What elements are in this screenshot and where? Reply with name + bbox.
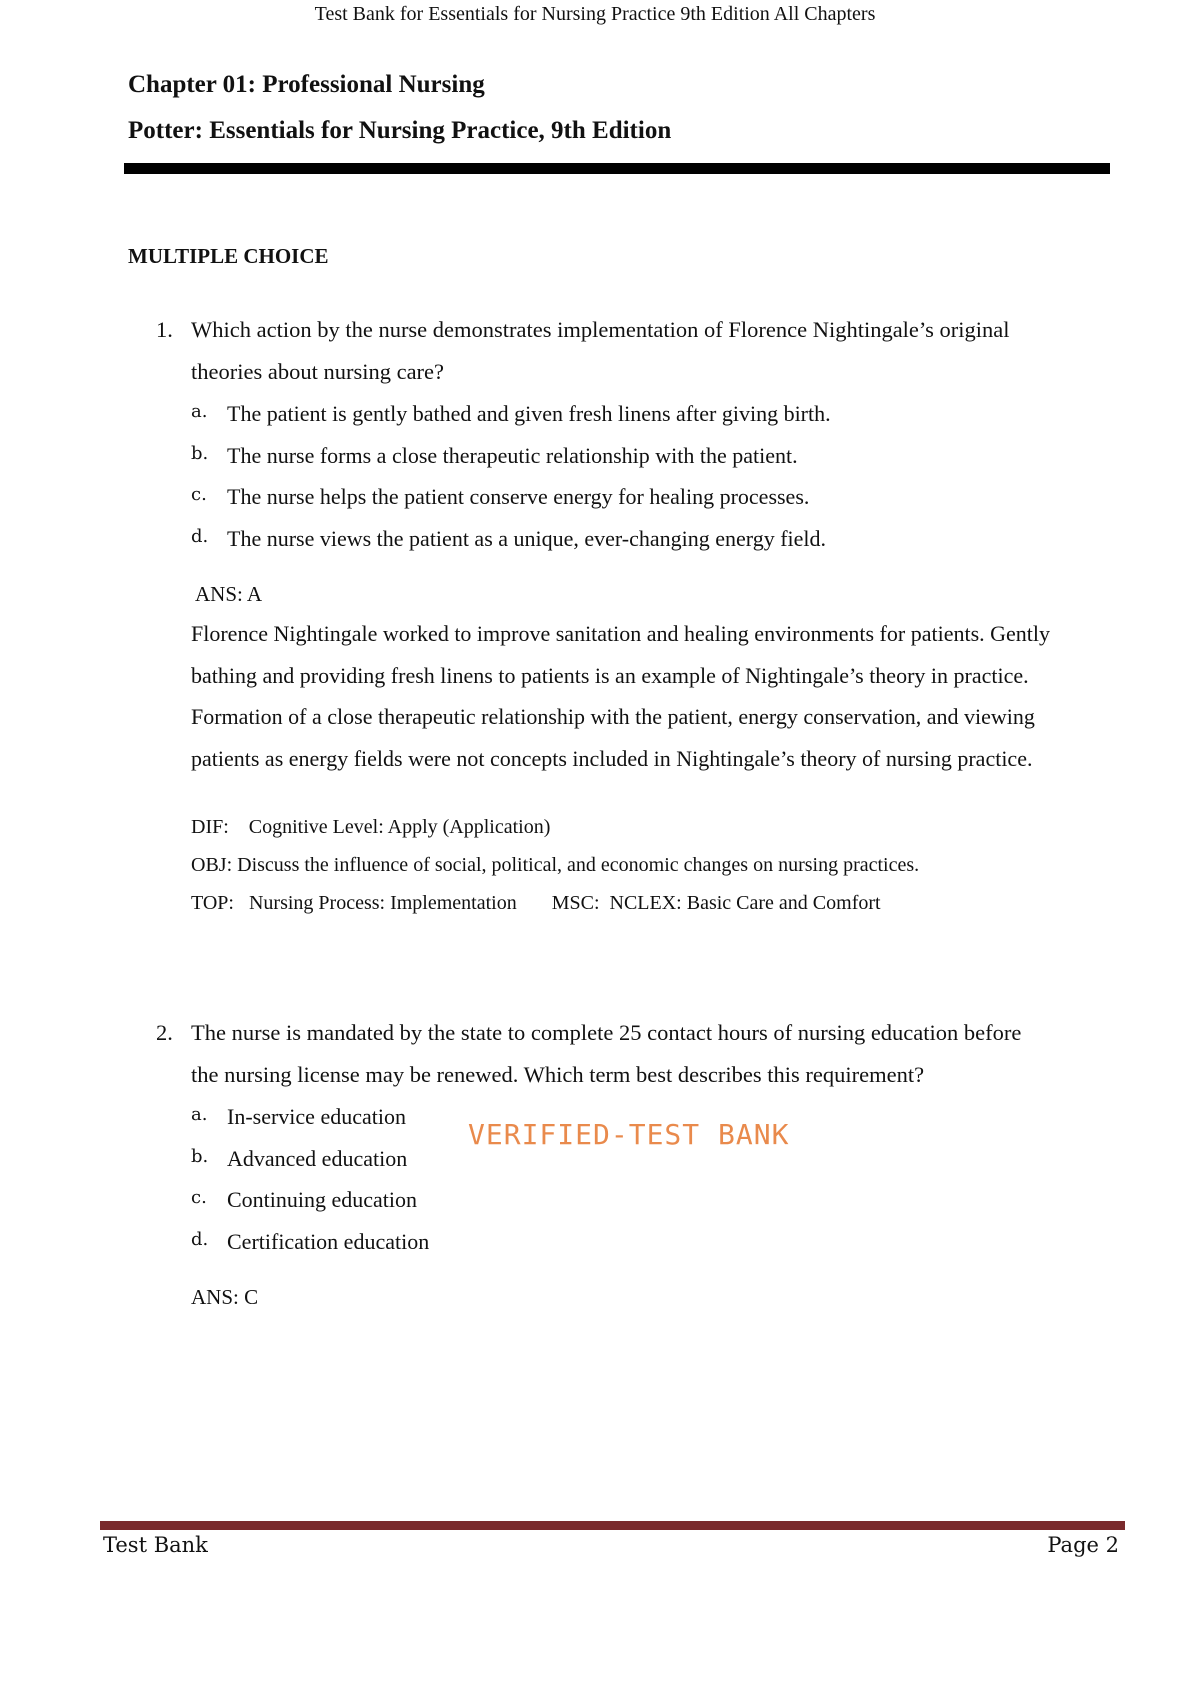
stem-line: the nursing license may be renewed. Which term best describes this requirement? — [191, 1061, 925, 1087]
stem-line: Which action by the nurse demonstrates implementation of Florence Nightingale’s original — [191, 317, 1010, 342]
topic: TOP: Nursing Process: Implementation — [191, 891, 517, 914]
option-letter: a. — [191, 401, 208, 422]
answer-key: ANS: C — [191, 1285, 259, 1309]
option-a — [150, 393, 1090, 435]
option-d — [150, 518, 1090, 560]
question-stem — [150, 1012, 1090, 1095]
objective-line: OBJ: Discuss the influence of social, political, and economic changes on nursing practices. — [191, 853, 920, 876]
topic-line — [191, 884, 1090, 922]
option-b — [150, 435, 1090, 477]
option-text: Advanced education — [227, 1145, 408, 1171]
option-text: The nurse helps the patient conserve energy for healing processes. — [227, 484, 810, 509]
option-letter: b. — [191, 1145, 209, 1167]
option-c — [150, 1179, 1090, 1221]
stem-line: The nurse is mandated by the state to complete 25 contact hours of nursing education before — [191, 1020, 1022, 1045]
option-text: The patient is gently bathed and given fresh linens after giving birth. — [227, 401, 831, 426]
option-text: The nurse views the patient as a unique, ever-changing energy field. — [227, 525, 827, 551]
option-letter: c. — [191, 1187, 207, 1208]
question-2 — [150, 1012, 1090, 1310]
chapter-title: Chapter 01: Professional Nursing — [128, 71, 485, 98]
rationale: Florence Nightingale worked to improve sanitation and healing environments for patients. Gently bathing and providing fresh linens to patients is an example of Nightingale’s theory in practice. Formation of a close therapeutic relationship with the patient, energy conservation, and viewing patients as energy fields were not concepts included in Nightingale’s theory of nursing practice. — [191, 621, 1051, 772]
footer-label: Test Bank — [103, 1533, 208, 1557]
option-letter: d. — [191, 525, 209, 547]
option-letter: a. — [191, 1104, 208, 1125]
page-number: Page 2 — [1047, 1533, 1119, 1557]
option-letter: c. — [191, 484, 207, 505]
answer-key: ANS: A — [195, 582, 263, 606]
book-title: Potter: Essentials for Nursing Practice, 9th Edition — [128, 117, 672, 144]
option-text: In-service education — [227, 1104, 406, 1129]
section-heading: MULTIPLE CHOICE — [128, 244, 329, 268]
difficulty-line: DIF: Cognitive Level: Apply (Application) — [191, 815, 551, 838]
option-d — [150, 1221, 1090, 1263]
running-header: Test Bank for Essentials for Nursing Practice 9th Edition All Chapters — [314, 3, 876, 25]
option-text: Continuing education — [227, 1187, 418, 1212]
question-1 — [150, 309, 1090, 922]
option-letter: b. — [191, 442, 209, 464]
option-text: Certification education — [227, 1228, 430, 1254]
option-c — [150, 476, 1090, 518]
option-text: The nurse forms a close therapeutic relationship with the patient. — [227, 442, 798, 468]
stem-line: theories about nursing care? — [191, 358, 445, 384]
msc: MSC: NCLEX: Basic Care and Comfort — [551, 891, 881, 914]
question-metadata — [150, 808, 1090, 922]
question-number: 2. — [156, 1020, 173, 1045]
footer-divider — [100, 1521, 1125, 1530]
question-stem — [150, 309, 1090, 392]
answer-options — [150, 393, 1090, 559]
option-letter: d. — [191, 1228, 209, 1250]
question-number: 1. — [156, 317, 173, 342]
header-divider — [124, 163, 1110, 174]
watermark-text: VERIFIED-TEST BANK — [468, 1118, 790, 1151]
